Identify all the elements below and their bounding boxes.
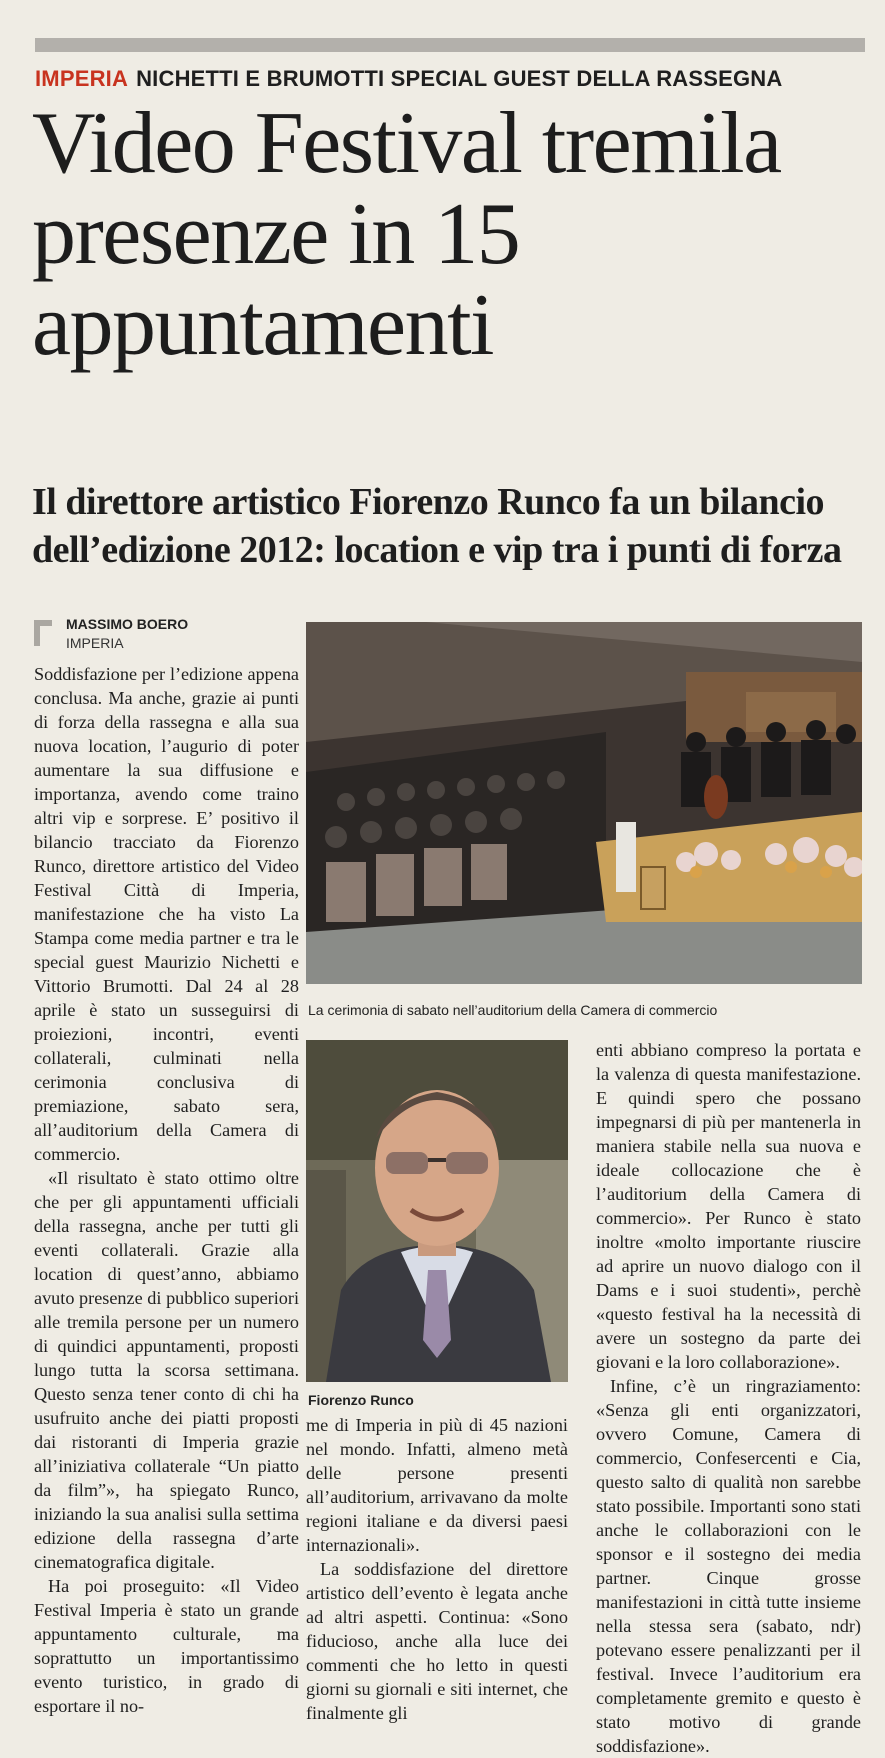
byline-place: IMPERIA xyxy=(66,635,124,651)
portrait-photo xyxy=(306,1040,568,1382)
paragraph: Soddisfazione per l’edizione appena conclusa. Ma anche, grazie ai punti di forza della rassegna e alla sua nuova location, l’augurio di poter aumentare la sua diffusione e importanza, avendo come traino altri vip e sorprese. E’ positivo il bilancio tracciato da Fiorenzo Runco, direttore artistico del Video Festival Città di Imperia, manifestazione che ha visto La Stampa come media partner e tra le special guest Maurizio Nichetti e Vittorio Brumotti. Dal 24 al 28 aprile è stato un susseguirsi di proiezioni, incontri, eventi collaterali, culminati nella cerimonia conclusiva di premiazione, sabato sera, all’auditorium della Camera di commercio. xyxy=(34,664,299,1164)
paragraph: me di Imperia in più di 45 nazioni nel mondo. Infatti, almeno metà delle persone presenti all’auditorium, arrivavano da molte regioni italiane e da diversi paesi internazionali». xyxy=(306,1415,568,1555)
top-rule xyxy=(35,38,865,52)
paragraph: «Il risultato è stato ottimo oltre che per gli appuntamenti ufficiali della rassegna, anche per tutti gli eventi collaterali. Grazie alla location di quest’anno, abbiamo avuto presenze di pubblico superiori alle tremila persone per un numero di quindici appuntamenti, proposti lungo tutta la scorsa settimana. Questo senza tener conto di chi ha usufruito anche dei piatti proposti dai ristoranti di Imperia grazie all’iniziativa collaterale “Un piatto da film”», ha spiegato Runco, iniziando la sua analisi sulla settima edizione della rassegna d’arte cinematografica digitale. xyxy=(34,1168,299,1572)
paragraph: La soddisfazione del direttore artistico dell’evento è legata anche ad altri aspetti. Continua: «Sono fiducioso, anche alla luce dei commenti che ho letto in questi giorni su giornali e siti internet, che finalmente gli xyxy=(306,1559,568,1723)
headline: Video Festival tremila presenze in 15 appuntamenti xyxy=(32,95,781,374)
section-label: IMPERIA xyxy=(35,66,129,91)
kicker-text: NICHETTI E BRUMOTTI SPECIAL GUEST DELLA RASSEGNA xyxy=(136,66,783,91)
auditorium-photo xyxy=(306,622,862,984)
paragraph: Ha poi proseguito: «Il Video Festival Imperia è stato un grande appuntamento culturale, ma soprattutto un importantissimo evento turistico, in grado di esportare il no- xyxy=(34,1576,299,1716)
article-column-1 xyxy=(34,662,299,1718)
photo-caption: Fiorenzo Runco xyxy=(308,1392,414,1408)
byline-author: MASSIMO BOERO xyxy=(66,616,189,632)
kicker xyxy=(35,66,783,92)
paragraph: enti abbiano compreso la portata e la valenza di questa manifestazione. E quindi spero che possano impegnarsi di più per mantenerla in maniera stabile nella sua nuova e ideale collocazione che è l’auditorium della Camera di commercio». Per Runco è stato inoltre «molto importante riuscire ad aprire un nuovo dialogo con il Dams e i suoi studenti», perchè «questo festival ha la necessità di avere un sostegno da parte dei giovani e la loro collaborazione». xyxy=(596,1040,861,1372)
paragraph: Infine, c’è un ringraziamento: «Senza gli enti organizzatori, ovvero Comune, Camera di commercio, Confesercenti e Cia, questo salto di qualità non sarebbe stato possibile. Importanti sono stati anche le collaborazioni con le sponsor e il sostegno dei media partner. Cinque grosse manifestazioni in città tutte insieme nella stessa sera (sabato, ndr) potevano essere penalizzanti per il festival. Invece l’auditorium era completamente gremito e questo è stato motivo di grande soddisfazione». xyxy=(596,1376,861,1756)
article-column-2 xyxy=(306,1413,568,1725)
subheadline: Il direttore artistico Fiorenzo Runco fa un bilancio dell’edizione 2012: location e vip tra i punti di forza xyxy=(32,481,842,571)
article-column-3 xyxy=(596,1038,861,1758)
byline-mark xyxy=(34,620,52,646)
photo-caption: La cerimonia di sabato nell’auditorium della Camera di commercio xyxy=(308,1002,718,1018)
